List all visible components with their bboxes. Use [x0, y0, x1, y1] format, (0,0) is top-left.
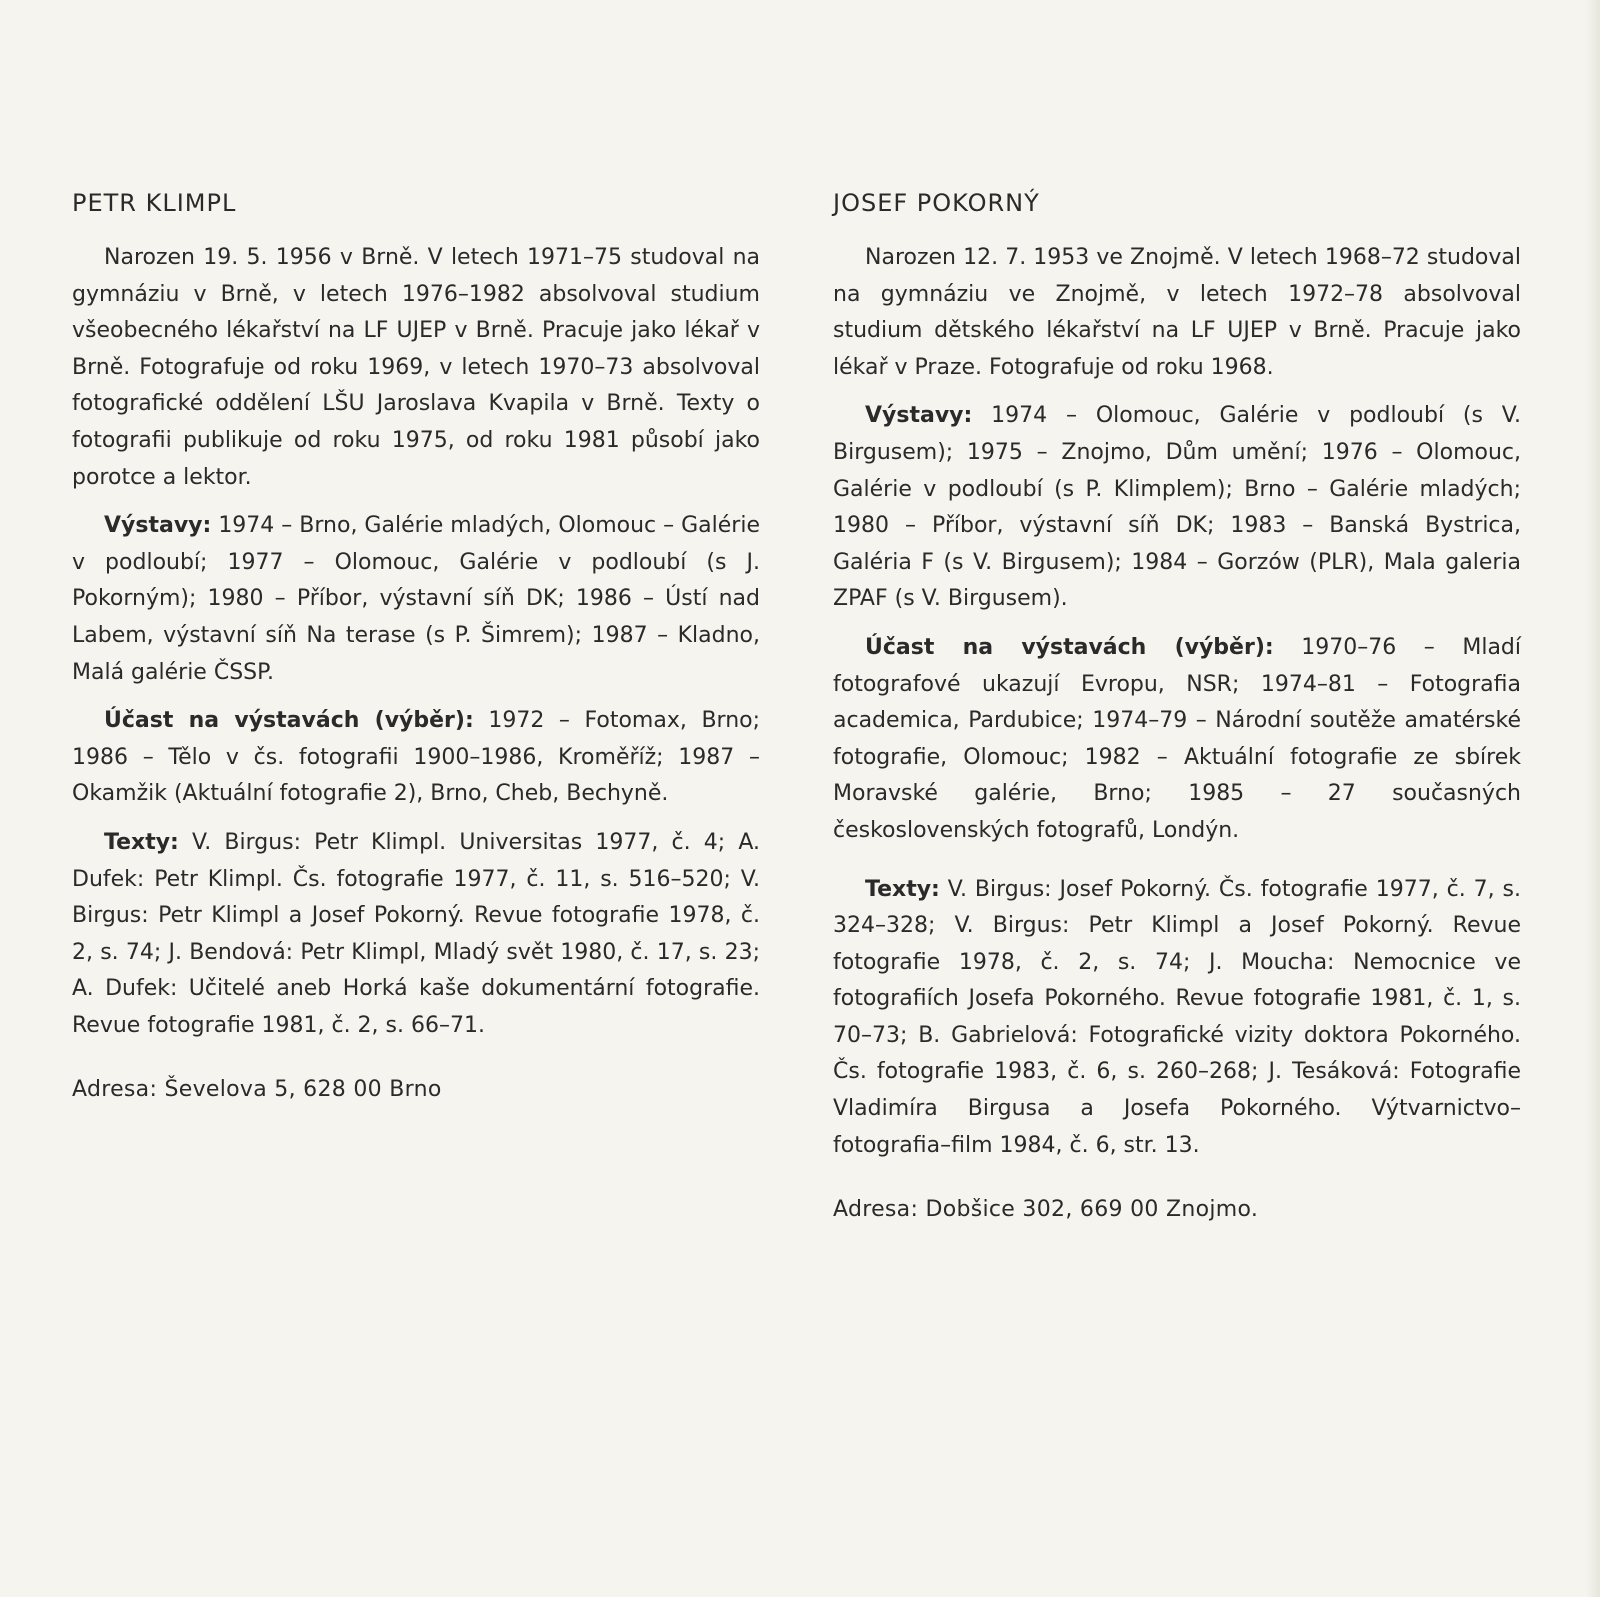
- address: Adresa: Ševelova 5, 628 00 Brno: [72, 1077, 442, 1103]
- texts-paragraph: [833, 872, 1521, 1165]
- exhibitions-paragraph: [833, 398, 1521, 618]
- exhibitions-label: Výstavy:: [865, 403, 973, 429]
- address: Adresa: Dobšice 302, 669 00 Znojmo.: [833, 1197, 1259, 1223]
- participation-label: Účast na výstavách (výběr):: [865, 634, 1274, 660]
- column-josef-pokorny: [833, 188, 1521, 1228]
- exhibitions-text: 1974 – Brno, Galérie mladých, Olomouc – Galérie v podloubí; 1977 – Olomouc, Galérie v podloubí (s J. Pokorným); 1980 – Příbor, výstavní síň DK; 1986 – Ústí nad Labem, výstavní síň Na terase (s P. Šimrem); 1987 – Kladno, Malá galérie ČSSP.: [72, 513, 760, 685]
- page-edge: [1586, 0, 1600, 1597]
- author-name: PETR KLIMPL: [72, 189, 237, 217]
- biography: Narozen 19. 5. 1956 v Brně. V letech 1971–75 studoval na gymnáziu v Brně, v letech 1976–1982 absolvoval studium všeobecného lékařství na LF UJEP v Brně. Pracuje jako lékař v Brně. Fotografuje od roku 1969, v letech 1970–73 absolvoval fotografické oddělení LŠU Jaroslava Kvapila v Brně. Texty o fotografii publikuje od roku 1975, od roku 1981 působí jako porotce a lektor.: [72, 245, 760, 490]
- exhibitions-text: 1974 – Olomouc, Galérie v podloubí (s V. Birgusem); 1975 – Znojmo, Dům umění; 1976 – Olomouc, Galérie v podloubí (s P. Klimplem); Brno – Galérie mladých; 1980 – Příbor, výstavní síň DK; 1983 – Banská Bystrica, Galéria F (s V. Birgusem); 1984 – Gorzów (PLR), Mala galeria ZPAF (s V. Birgusem).: [833, 403, 1522, 612]
- participation-text: 1970–76 – Mladí fotografové ukazují Evropu, NSR; 1974–81 – Fotografia academica, Pardubice; 1974–79 – Národní soutěže amatérské fotografie, Olomouc; 1982 – Aktuální fotografie ze sbírek Moravské galérie, Brno; 1985 – 27 současných československých fotografů, Londýn.: [833, 634, 1522, 843]
- participation-text: 1972 – Fotomax, Brno; 1986 – Tělo v čs. fotografii 1900–1986, Kroměříž; 1987 – Okamžik (Aktuální fotografie 2), Brno, Cheb, Bechyně.: [72, 708, 761, 807]
- biography: Narozen 12. 7. 1953 ve Znojmě. V letech 1968–72 studoval na gymnáziu ve Znojmě, v letech 1972–78 absolvoval studium dětského lékařství na LF UJEP v Brně. Pracuje jako lékař v Praze. Fotografuje od roku 1968.: [833, 245, 1521, 380]
- texts-label: Texty:: [104, 829, 179, 855]
- participation-paragraph: [833, 630, 1521, 850]
- participation-paragraph: [72, 703, 760, 813]
- texts-label: Texty:: [865, 876, 940, 902]
- column-petr-klimpl: [72, 188, 760, 1108]
- texts-text: V. Birgus: Petr Klimpl. Universitas 1977, č. 4; A. Dufek: Petr Klimpl. Čs. fotografie 1977, č. 11, s. 516–520; V. Birgus: Petr Klimpl a Josef Pokorný. Revue fotografie 1978, č. 2, s. 74; J. Bendová: Petr Klimpl, Mladý svět 1980, č. 17, s. 23; A. Dufek: Učitelé aneb Horká kaše dokumentární fotografie. Revue fotografie 1981, č. 2, s. 66–71.: [72, 829, 760, 1038]
- author-name: JOSEF POKORNÝ: [833, 189, 1040, 217]
- exhibitions-paragraph: [72, 508, 760, 691]
- texts-text: V. Birgus: Josef Pokorný. Čs. fotografie 1977, č. 7, s. 324–328; V. Birgus: Petr Klimpl a Josef Pokorný. Revue fotografie 1978, č. 2, s. 74; J. Moucha: Nemocnice ve fotografiích Josefa Pokorného. Revue fotografie 1981, č. 1, s. 70–73; B. Gabrielová: Fotografické vizity doktora Pokorného. Čs. fotografie 1983, č. 6, s. 260–268; J. Tesáková: Fotografie Vladimíra Birgusa a Josefa Pokorného. Výtvarnictvo–fotografia–film 1984, č. 6, str. 13.: [833, 876, 1522, 1158]
- exhibitions-label: Výstavy:: [104, 513, 212, 539]
- texts-paragraph: [72, 825, 760, 1045]
- participation-label: Účast na výstavách (výběr):: [104, 708, 474, 734]
